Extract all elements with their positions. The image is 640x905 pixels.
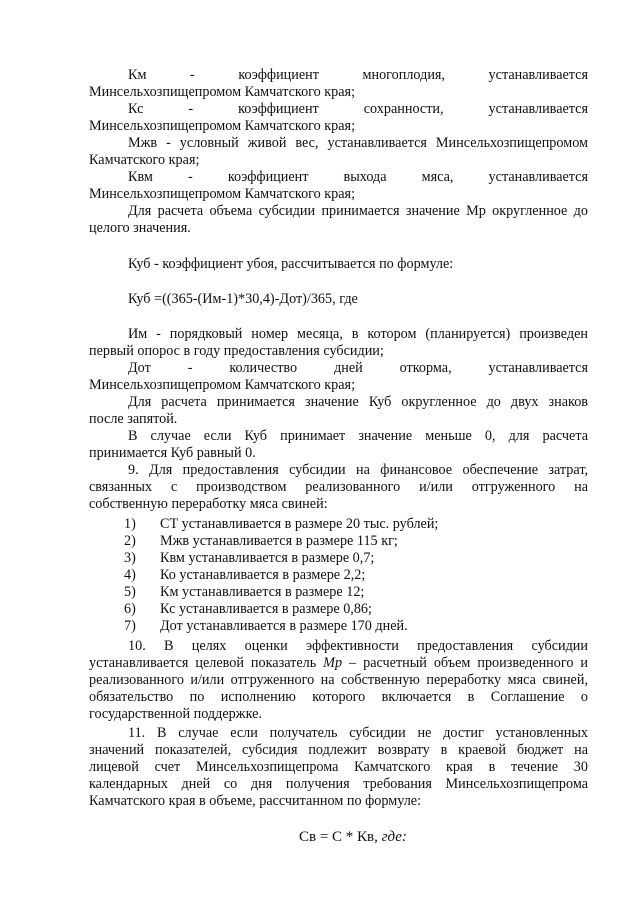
list-item-text: Дот устанавливается в размере 170 дней. bbox=[160, 618, 408, 634]
im-definition-line: Им - порядковый номер месяца, в котором (планируется) произведен bbox=[128, 326, 588, 342]
im-definition-line-2: первый опорос в году предоставления субсидии; bbox=[89, 343, 384, 359]
clause-10-line-5: государственной поддержке. bbox=[89, 706, 262, 722]
clause-10-line-2 bbox=[89, 655, 588, 672]
return-formula-tail: где: bbox=[377, 829, 407, 845]
mr-rounding-line-2: целого значения. bbox=[89, 220, 191, 236]
list-item-text: Км устанавливается в размере 12; bbox=[160, 584, 365, 600]
clause-11-line-4: календарных дней со дня получения требования Минсельхозпищепрома bbox=[89, 776, 588, 792]
clause-10-text-c: – расчетный объем произведенного и bbox=[342, 655, 588, 671]
list-item-number: 7) bbox=[124, 618, 136, 634]
list-item-number: 1) bbox=[124, 516, 136, 532]
clause-9-line: 9. Для предоставления субсидии на финансовое обеспечение затрат, bbox=[128, 462, 588, 478]
list-item-number: 4) bbox=[124, 567, 136, 583]
mr-rounding-line: Для расчета объема субсидии принимается значение Мр округленное до bbox=[128, 203, 588, 219]
list-item-number: 2) bbox=[124, 533, 136, 549]
mzhv-definition-line: Мжв - условный живой вес, устанавливается Минсельхозпищепромом bbox=[128, 135, 588, 151]
list-item-text: Мжв устанавливается в размере 115 кг; bbox=[160, 533, 398, 549]
list-item bbox=[124, 533, 398, 550]
kub-rounding-line: Для расчета принимается значение Куб округленное до двух знаков bbox=[128, 394, 588, 410]
kub-formula: Куб =((365-(Им-1)*30,4)-Дот)/365, где bbox=[128, 291, 358, 307]
list-item-number: 3) bbox=[124, 550, 136, 566]
list-item-number: 6) bbox=[124, 601, 136, 617]
list-item bbox=[124, 550, 374, 567]
kvm-definition-line-2: Минсельхозпищепромом Камчатского края; bbox=[89, 186, 356, 202]
return-formula bbox=[299, 829, 407, 846]
list-item bbox=[124, 584, 364, 601]
clause-10-text-a: устанавливается целевой показатель bbox=[89, 655, 324, 671]
return-formula-expression: Св = С * Кв, bbox=[299, 829, 378, 845]
list-item-text: Квм устанавливается в размере 0,7; bbox=[160, 550, 375, 566]
kub-negative-line-2: принимается Куб равный 0. bbox=[89, 445, 256, 461]
kub-rounding-line-2: после запятой. bbox=[89, 411, 178, 427]
clause-10-line-4: обязательство по исполнению которого включается в Соглашение о bbox=[89, 689, 588, 705]
ks-definition-line: Кс - коэффициент сохранности, устанавливается bbox=[128, 101, 588, 117]
mzhv-definition-line-2: Камчатского края; bbox=[89, 152, 200, 168]
clause-9-line-3: собственную переработку мяса свиней: bbox=[89, 496, 328, 512]
km-definition-line-2: Минсельхозпищепромом Камчатского края; bbox=[89, 84, 356, 100]
clause-11-line-3: лицевой счет Минсельхозпищепрома Камчатского края в течение 30 bbox=[89, 759, 588, 775]
list-item bbox=[124, 618, 408, 635]
list-item-number: 5) bbox=[124, 584, 136, 600]
list-item-text: Кс устанавливается в размере 0,86; bbox=[160, 601, 372, 617]
clause-11-line-5: Камчатского края в объеме, рассчитанном по формуле: bbox=[89, 793, 422, 809]
ks-definition-line-2: Минсельхозпищепромом Камчатского края; bbox=[89, 118, 356, 134]
dot-definition-line-2: Минсельхозпищепромом Камчатского края; bbox=[89, 377, 356, 393]
km-definition-line: Км - коэффициент многоплодия, устанавливается bbox=[128, 67, 588, 83]
list-item bbox=[124, 516, 438, 533]
clause-11-line: 11. В случае если получатель субсидии не достиг установленных bbox=[128, 725, 588, 741]
clause-10-line-3: реализованного и/или отгруженного на собственную переработку мяса свиней, bbox=[89, 672, 588, 688]
dot-definition-line: Дот - количество дней откорма, устанавливается bbox=[128, 360, 588, 376]
list-item-text: СТ устанавливается в размере 20 тыс. рублей; bbox=[160, 516, 439, 532]
list-item bbox=[124, 567, 365, 584]
clause-10-line: 10. В целях оценки эффективности предоставления субсидии bbox=[128, 638, 588, 654]
clause-9-line-2: связанных с производством реализованного и/или отгруженного на bbox=[89, 479, 588, 495]
kub-negative-line: В случае если Куб принимает значение меньше 0, для расчета bbox=[128, 428, 588, 444]
kub-intro-line: Куб - коэффициент убоя, рассчитывается по формуле: bbox=[128, 256, 454, 272]
mr-indicator: Мр bbox=[323, 655, 343, 671]
clause-11-line-2: значений показателей, субсидия подлежит возврату в краевой бюджет на bbox=[89, 742, 588, 758]
kvm-definition-line: Квм - коэффициент выхода мяса, устанавливается bbox=[128, 169, 588, 185]
list-item bbox=[124, 601, 372, 618]
list-item-text: Ко устанавливается в размере 2,2; bbox=[160, 567, 366, 583]
